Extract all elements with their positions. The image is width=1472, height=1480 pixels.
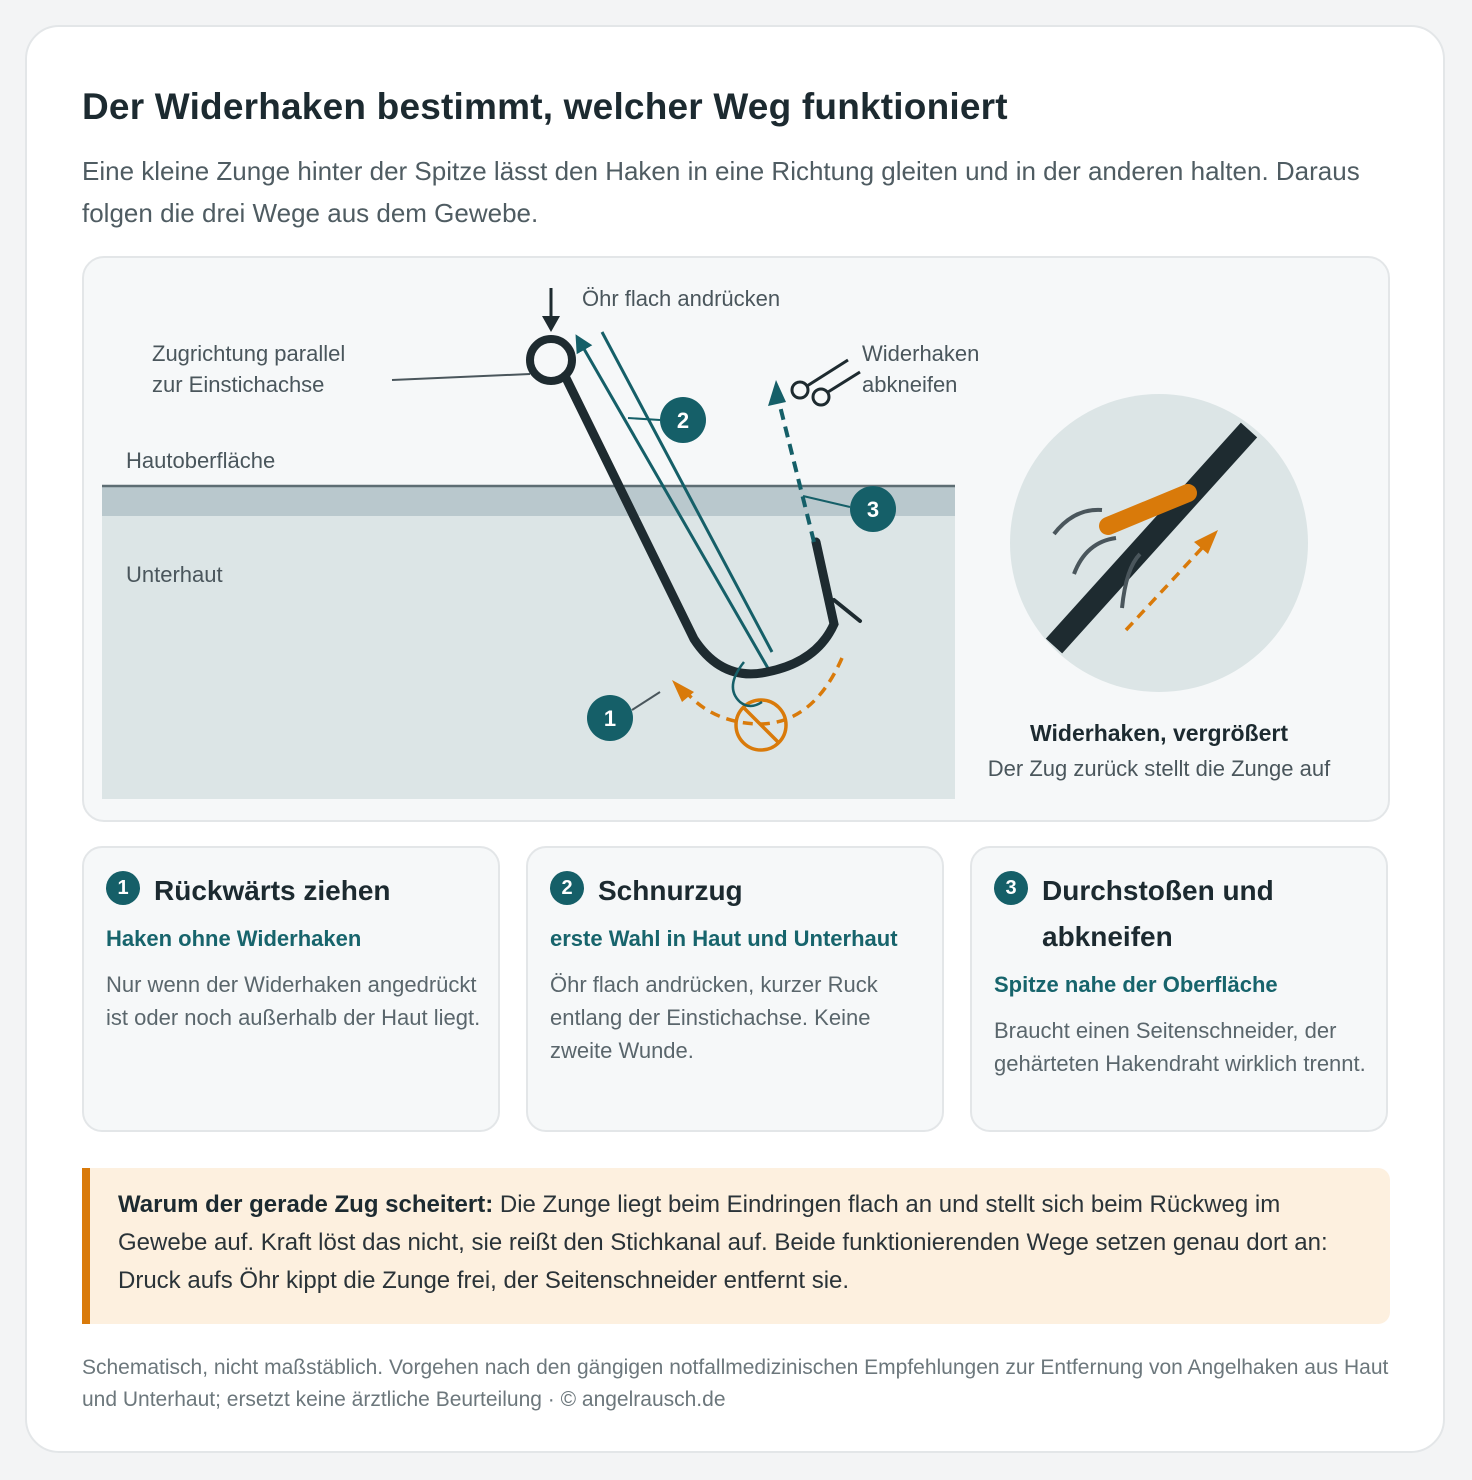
label-press-eye: Öhr flach andrücken: [582, 286, 781, 311]
hook-diagram: [82, 256, 1390, 822]
step-card-backward-pull: [82, 846, 500, 1132]
label-pull-direction-line2: zur Einstichachse: [152, 372, 325, 397]
step-title: Schnurzug: [598, 875, 743, 906]
step-card-content: [550, 868, 930, 1067]
callout-text: Die Zunge liegt beim Eindringen flach an und stellt sich beim Rückweg im Gewebe auf. Kraft löst das nicht, sie reißt den Stichkanal auf. Beide funktionierenden Wege setzen genau dort an: Druck aufs Öhr kippt die Zunge frei, der Seitenschneider entfernt sie.: [118, 1191, 1328, 1294]
step-title: Durchstoßen und abkneifen: [1042, 875, 1274, 952]
step-subtitle: Spitze nahe der Oberfläche: [994, 972, 1278, 997]
step-body: Öhr flach andrücken, kurzer Ruck entlang der Einstichachse. Keine zweite Wunde.: [550, 972, 878, 1063]
step-title: Rückwärts ziehen: [154, 875, 391, 906]
step-body: Braucht einen Seitenschneider, der gehärteten Hakendraht wirklich trennt.: [994, 1018, 1366, 1076]
step-card-line-pull: [526, 846, 944, 1132]
label-cut-barb-line1: Widerhaken: [862, 341, 980, 366]
svg-text:2: 2: [676, 408, 690, 433]
warning-callout: [82, 1168, 1390, 1324]
step-number-badge: 3: [994, 871, 1028, 905]
label-pull-direction-line1: Zugrichtung parallel: [152, 341, 346, 366]
zoom-title: Widerhaken, vergrößert: [1030, 720, 1288, 746]
footer-note: Schematisch, nicht maßstäblich. Vorgehen nach den gängigen notfallmedizinischen Empfehlungen zur Entfernung von Angelhaken aus Haut und Unterhaut; ersetzt keine ärztliche Beurteilung · © angelrausch.de: [82, 1356, 1389, 1411]
page-title: Der Widerhaken bestimmt, welcher Weg funktioniert: [82, 86, 1008, 127]
label-skin-surface: Hautoberfläche: [126, 448, 276, 473]
step-card-content: [994, 868, 1374, 1080]
press-down-arrow: [542, 288, 560, 332]
step-card-push-through: [970, 846, 1388, 1132]
side-cutter-icon: [792, 360, 860, 405]
marker-2-leader: [628, 418, 660, 420]
marker-3: [850, 486, 896, 532]
hook-diagram-svg: [84, 258, 1390, 822]
label-cut-barb-line2: abkneifen: [862, 372, 958, 397]
zoom-caption: Der Zug zurück stellt die Zunge auf: [987, 756, 1331, 781]
svg-text:1: 1: [603, 706, 617, 731]
callout-lead: Warum der gerade Zug scheitert:: [118, 1191, 494, 1218]
svg-text:3: 3: [866, 497, 880, 522]
step-body: Nur wenn der Widerhaken angedrückt ist oder noch außerhalb der Haut liegt.: [106, 972, 481, 1030]
step-number-badge: 2: [550, 871, 584, 905]
subcutis-layer: [102, 516, 955, 799]
barb-zoom-inset: [1010, 394, 1308, 692]
step-number-badge: 1: [106, 871, 140, 905]
marker-2: [660, 397, 706, 443]
pull-label-leader: [392, 374, 530, 380]
step-subtitle: erste Wahl in Haut und Unterhaut: [550, 926, 898, 951]
step-card-content: [106, 868, 486, 1034]
step-subtitle: Haken ohne Widerhaken: [106, 926, 362, 951]
page-subtitle: Eine kleine Zunge hinter der Spitze lässt den Haken in eine Richtung gleiten und in der anderen halten. Daraus folgen die drei Wege aus dem Gewebe.: [82, 156, 1360, 228]
label-subcutis: Unterhaut: [126, 562, 223, 587]
marker-1: [587, 695, 633, 741]
